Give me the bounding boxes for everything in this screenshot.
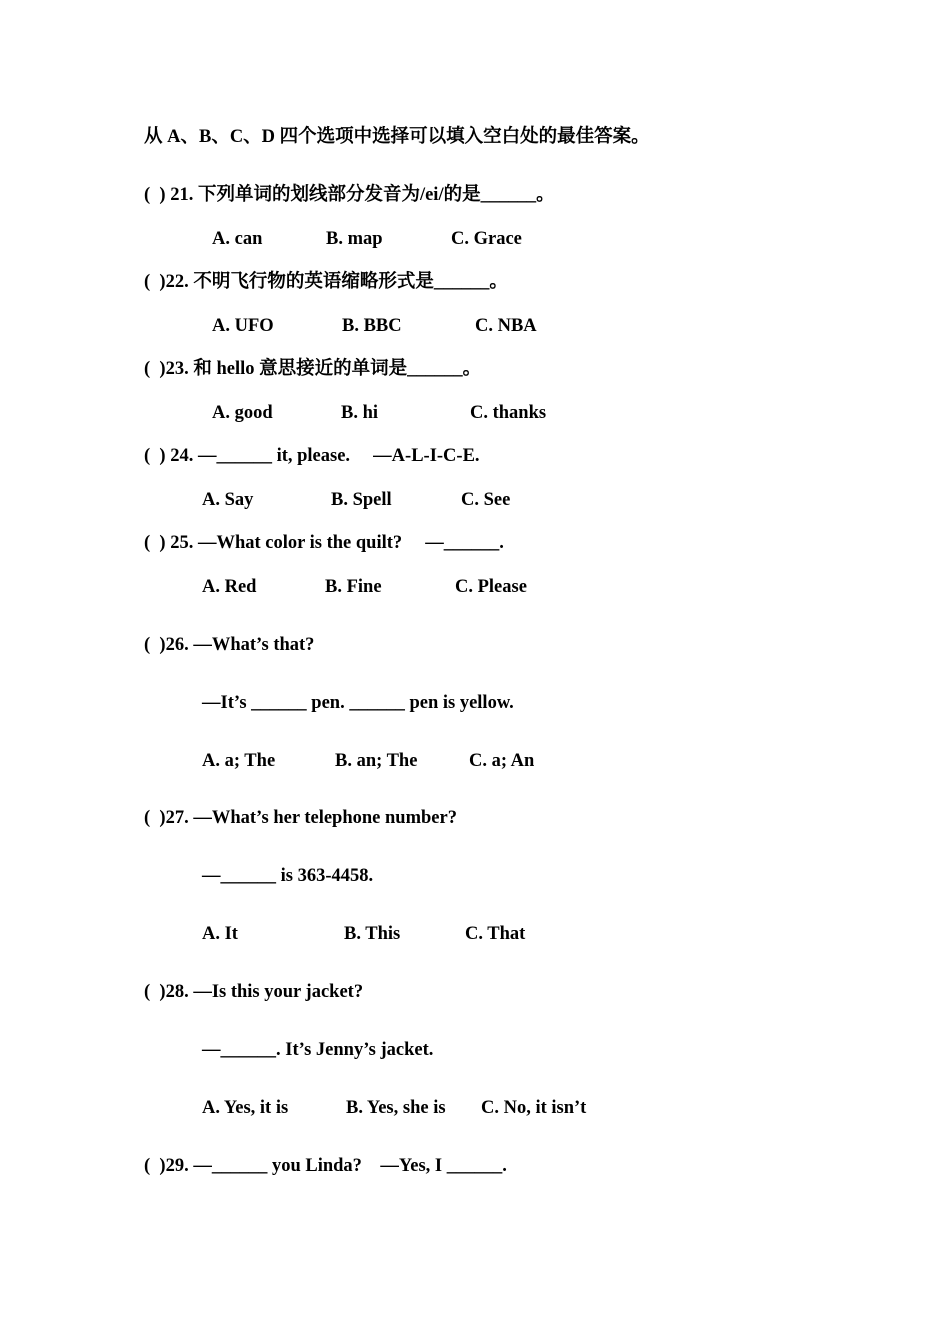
question-27-response: —______ is 363-4458.	[202, 866, 374, 886]
question-25-option-a: A. Red	[202, 577, 257, 597]
question-25-option-b: B. Fine	[325, 577, 382, 597]
question-28-option-a: A. Yes, it is	[202, 1098, 289, 1118]
question-28-option-b: B. Yes, she is	[346, 1098, 446, 1118]
question-24-option-b: B. Spell	[331, 490, 392, 510]
question-24-stem: ( ) 24. —______ it, please. —A-L-I-C-E.	[144, 446, 480, 466]
question-23-option-c: C. thanks	[470, 403, 547, 423]
question-26-response: —It’s ______ pen. ______ pen is yellow.	[202, 693, 514, 713]
question-29-stem: ( )29. —______ you Linda? —Yes, I ______.	[144, 1156, 507, 1176]
question-27-option-c: C. That	[465, 924, 526, 944]
question-22-option-c: C. NBA	[475, 316, 537, 336]
question-21-option-b: B. map	[326, 229, 383, 249]
question-25-stem: ( ) 25. —What color is the quilt? —______.	[144, 533, 504, 553]
question-25-option-c: C. Please	[455, 577, 527, 597]
question-27-stem: ( )27. —What’s her telephone number?	[144, 808, 457, 828]
question-27-option-a: A. It	[202, 924, 238, 944]
question-23-stem: ( )23. 和 hello 意思接近的单词是______。	[144, 359, 482, 379]
question-24-option-c: C. See	[461, 490, 511, 510]
question-26-option-b: B. an; The	[335, 751, 418, 771]
question-26-stem: ( )26. —What’s that?	[144, 635, 315, 655]
question-21-option-c: C. Grace	[451, 229, 522, 249]
question-26-option-a: A. a; The	[202, 751, 276, 771]
question-26-option-c: C. a; An	[469, 751, 535, 771]
question-27-option-b: B. This	[344, 924, 401, 944]
question-22-option-b: B. BBC	[342, 316, 402, 336]
instruction-text: 从 A、B、C、D 四个选项中选择可以填入空白处的最佳答案。	[144, 127, 650, 147]
question-21-stem: ( ) 21. 下列单词的划线部分发音为/ei/的是______。	[144, 185, 555, 205]
question-22-stem: ( )22. 不明飞行物的英语缩略形式是______。	[144, 272, 508, 292]
question-24-option-a: A. Say	[202, 490, 254, 510]
question-28-response: —______. It’s Jenny’s jacket.	[202, 1040, 434, 1060]
question-22-option-a: A. UFO	[212, 316, 274, 336]
question-28-stem: ( )28. —Is this your jacket?	[144, 982, 364, 1002]
question-23-option-a: A. good	[212, 403, 273, 423]
question-21-option-a: A. can	[212, 229, 263, 249]
question-28-option-c: C. No, it isn’t	[481, 1098, 587, 1118]
question-23-option-b: B. hi	[341, 403, 379, 423]
